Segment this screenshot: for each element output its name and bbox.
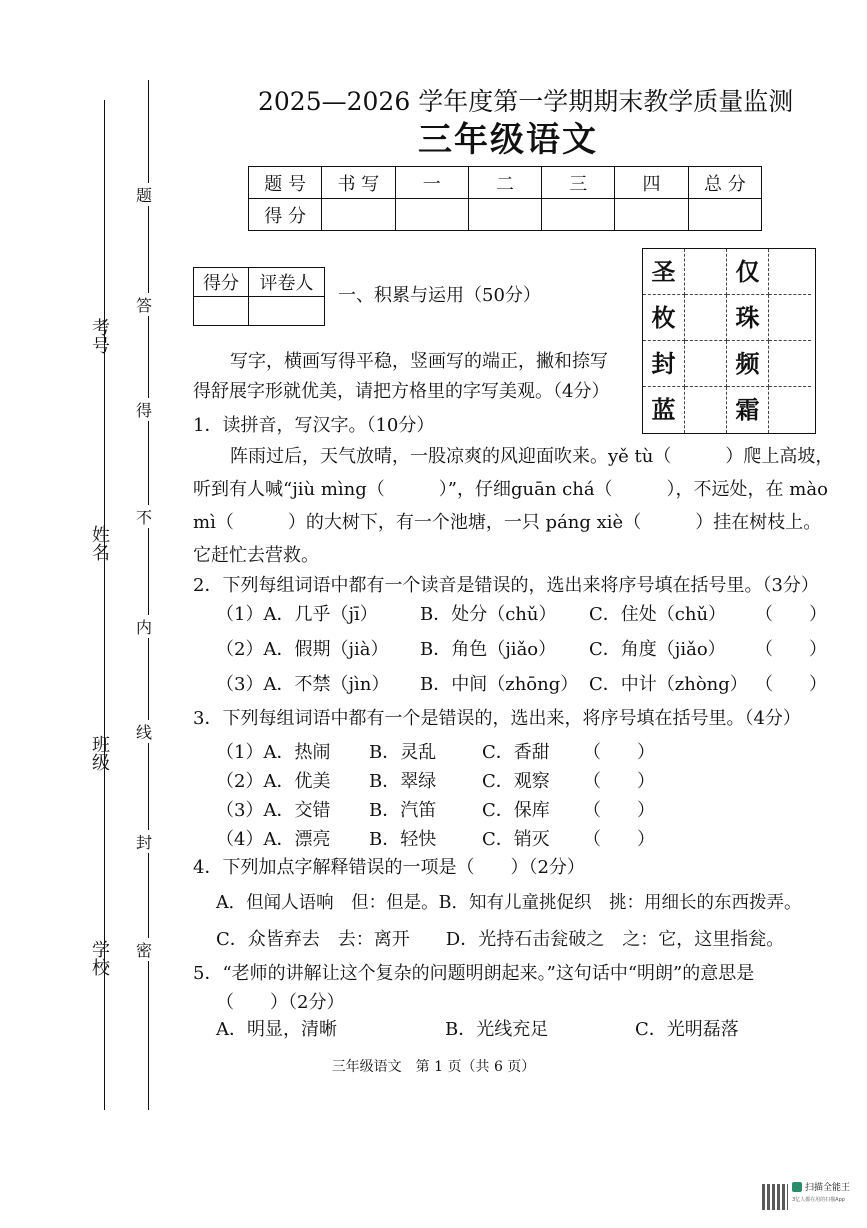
score-header-cell: 四: [615, 167, 688, 199]
grid-blank[interactable]: [769, 387, 811, 433]
grid-char: 频: [727, 341, 769, 387]
margin-label-class: 班级: [89, 735, 110, 771]
score-header-cell: 书 写: [322, 167, 395, 199]
seal-char-xian: 线: [136, 720, 152, 743]
grader-score-label: 得分: [194, 268, 249, 297]
exam-title: 2025—2026 学年度第一学期期末教学质量监测: [258, 87, 794, 116]
grid-char: 蓝: [643, 387, 685, 433]
q1-text-line1: 阵雨过后，天气放晴，一股凉爽的风迎面吹来。yě tù（ ）爬上高坡，: [230, 446, 834, 467]
character-practice-grid: [642, 248, 816, 434]
q1-title: 1．读拼音，写汉字。（10分）: [193, 415, 435, 436]
grader-score-field[interactable]: [194, 297, 249, 326]
grid-char: 仅: [727, 249, 769, 295]
score-header-cell: 总 分: [688, 167, 761, 199]
score-table: [248, 166, 762, 231]
q5-option-a: A．明显，清晰: [216, 1019, 337, 1040]
section-heading: 一、积累与运用（50分）: [338, 285, 541, 306]
margin-label-name: 姓名: [89, 525, 110, 561]
q3-answer-blank[interactable]: （ ）: [583, 742, 655, 763]
q5-title: 5．“老师的讲解让这个复杂的问题明朗起来。”这句话中“明朗”的意思是: [193, 963, 755, 984]
grid-char: 珠: [727, 295, 769, 341]
q3-option: B．汽笛: [369, 800, 437, 821]
q3-answer-blank[interactable]: （ ）: [583, 800, 655, 821]
score-input-cell[interactable]: [322, 199, 395, 231]
page-footer: 三年级语文 第 1 页（共 6 页）: [331, 1059, 536, 1075]
q5-answer-blank[interactable]: （ ）（2分）: [216, 992, 345, 1013]
q2-option: C．角度（jiǎo）: [589, 639, 726, 660]
scanner-name: 扫描全能王: [805, 1183, 851, 1193]
q2-option: B．角色（jiǎo）: [420, 639, 557, 660]
grid-blank[interactable]: [685, 387, 727, 433]
score-input-cell[interactable]: [468, 199, 541, 231]
q1-text-line3: mì（ ）的大树下，有一个池塘，一只 páng xiè（ ）挂在树枝上。: [193, 512, 822, 533]
q4-options-line1: A．但闻人语响 但：但是。B．知有儿童挑促织 挑：用细长的东西拨弄。: [216, 893, 802, 913]
subject-title: 三年级语文: [418, 120, 598, 160]
q3-option: C．观察: [482, 771, 550, 792]
seal-char-ti: 题: [136, 183, 152, 206]
q2-option: （1）A．几乎（jī）: [216, 604, 378, 625]
qr-code-icon: [762, 1184, 788, 1210]
q2-answer-blank[interactable]: （ ）: [755, 674, 827, 695]
grid-blank[interactable]: [685, 249, 727, 295]
q2-option: C．住处（chǔ）: [589, 604, 727, 625]
q3-option: B．翠绿: [369, 771, 437, 792]
q2-answer-blank[interactable]: （ ）: [755, 604, 827, 625]
seal-char-feng: 封: [136, 830, 152, 853]
q2-answer-blank[interactable]: （ ）: [755, 639, 827, 660]
q3-title: 3．下列每组词语中都有一个是错误的，选出来，将序号填在括号里。（4分）: [193, 708, 801, 729]
scanner-subtitle: 3亿人都在用的扫描App: [792, 1197, 845, 1203]
q5-option-c: C．光明磊落: [635, 1019, 739, 1040]
margin-label-exam-number: 考号: [89, 318, 110, 354]
grid-char: 霜: [727, 387, 769, 433]
seal-char-da: 答: [136, 293, 152, 316]
q2-option: B．中间（zhōng）: [420, 674, 579, 695]
grid-blank[interactable]: [769, 249, 811, 295]
q2-option: C．中计（zhòng）: [589, 674, 748, 695]
seal-char-nei: 内: [136, 615, 152, 638]
q3-option: C．销灭: [482, 829, 550, 850]
score-row-label: 得 分: [249, 199, 322, 231]
writing-instruction-line2: 得舒展字形就优美，请把方格里的字写美观。（4分）: [193, 381, 610, 402]
seal-char-de: 得: [136, 398, 152, 421]
grader-box: [193, 267, 325, 326]
q2-option: （2）A．假期（jià）: [216, 639, 389, 660]
score-input-cell[interactable]: [688, 199, 761, 231]
q2-option: （3）A．不禁（jìn）: [216, 674, 390, 695]
q3-option: （3）A．交错: [216, 800, 331, 821]
q3-option: B．灵乱: [369, 742, 437, 763]
grid-char: 封: [643, 341, 685, 387]
q3-option: B．轻快: [369, 829, 437, 850]
score-header-cell: 二: [468, 167, 541, 199]
q2-title: 2．下列每组词语中都有一个读音是错误的，选出来将序号填在括号里。（3分）: [193, 575, 819, 596]
score-header-cell: 题 号: [249, 167, 322, 199]
grid-blank[interactable]: [769, 295, 811, 341]
writing-instruction-line1: 写字，横画写得平稳，竖画写的端正，撇和捺写: [230, 351, 608, 372]
q2-option: B．处分（chǔ）: [420, 604, 557, 625]
grid-blank[interactable]: [685, 295, 727, 341]
score-input-cell[interactable]: [542, 199, 615, 231]
q3-answer-blank[interactable]: （ ）: [583, 771, 655, 792]
score-input-cell[interactable]: [395, 199, 468, 231]
grid-blank[interactable]: [769, 341, 811, 387]
scanner-watermark: [760, 1180, 852, 1216]
q5-option-b: B．光线充足: [445, 1019, 549, 1040]
grid-char: 圣: [643, 249, 685, 295]
q3-option: （2）A．优美: [216, 771, 331, 792]
grader-name-label: 评卷人: [249, 268, 325, 297]
q3-option: C．保库: [482, 800, 550, 821]
q1-text-line2: 听到有人喊“jiù mìng（ ）”，仔细guān chá（ ），不远处，在 mào: [193, 479, 828, 500]
q3-answer-blank[interactable]: （ ）: [583, 829, 655, 850]
q3-option: （4）A．漂亮: [216, 829, 331, 850]
grid-char: 枚: [643, 295, 685, 341]
q3-option: （1）A．热闹: [216, 742, 331, 763]
q1-text-line4: 它赶忙去营救。: [193, 545, 319, 566]
score-header-cell: 三: [542, 167, 615, 199]
grader-name-field[interactable]: [249, 297, 325, 326]
margin-label-school: 学校: [89, 940, 110, 976]
q3-option: C．香甜: [482, 742, 550, 763]
grid-blank[interactable]: [685, 341, 727, 387]
score-header-cell: 一: [395, 167, 468, 199]
seal-char-mi: 密: [136, 938, 152, 961]
seal-char-bu: 不: [136, 505, 152, 528]
scanner-logo-icon: [792, 1182, 802, 1192]
score-input-cell[interactable]: [615, 199, 688, 231]
q4-options-line2: C．众皆弃去 去：离开 D．光持石击瓮破之 之：它，这里指瓮。: [216, 929, 785, 950]
q4-title: 4．下列加点字解释错误的一项是（ ）（2分）: [193, 857, 585, 878]
